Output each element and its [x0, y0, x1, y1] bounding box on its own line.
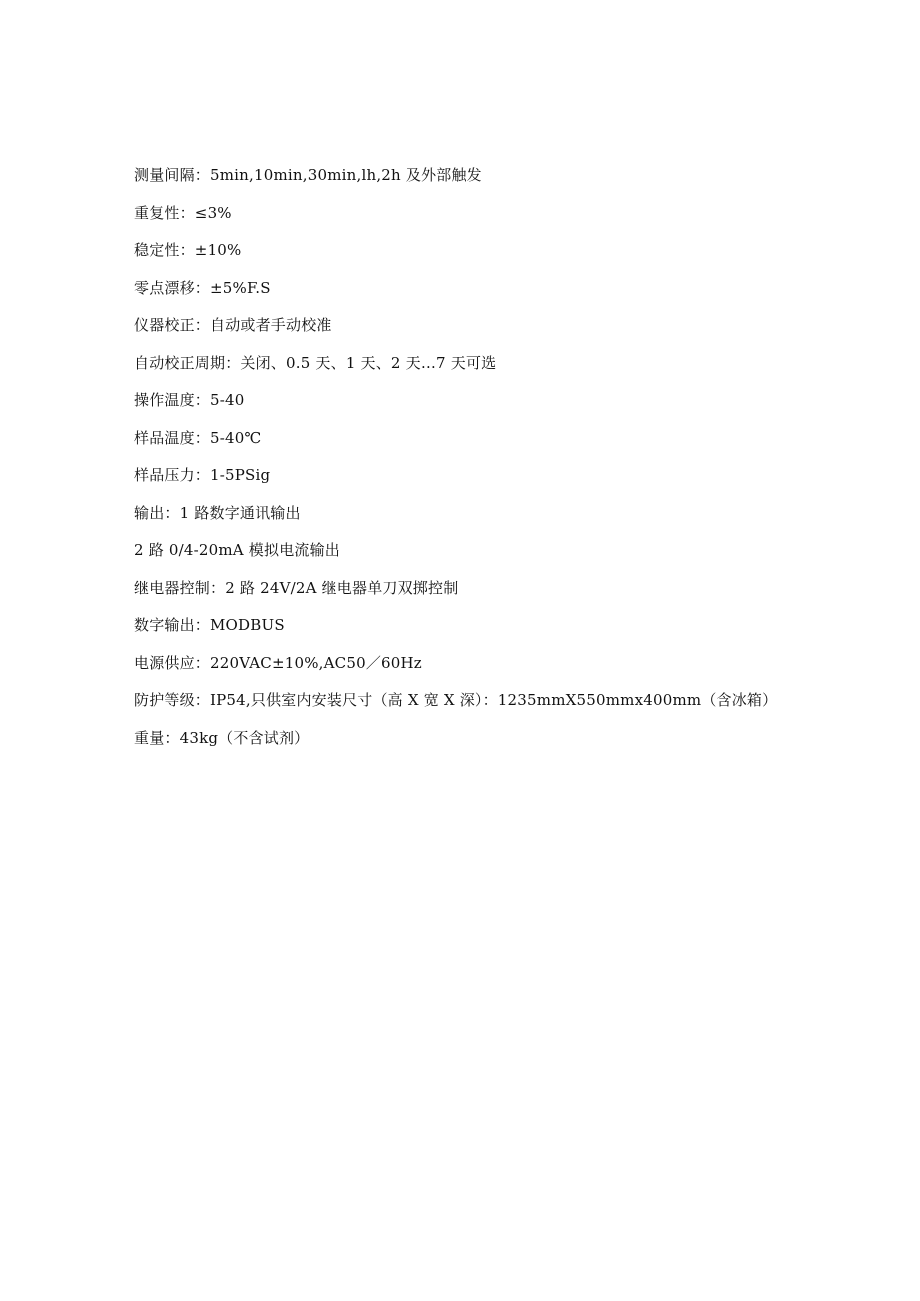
spec-relay-control: 继电器控制：2 路 24V/2A 继电器单刀双掷控制	[134, 578, 459, 597]
spec-operating-temperature: 操作温度：5-40	[134, 391, 245, 409]
spec-stability: 稳定性：±10%	[134, 241, 242, 259]
spec-repeatability: 重复性：≤3%	[134, 203, 232, 222]
spec-output-analog: 2 路 0/4-20mA 模拟电流输出	[134, 541, 341, 559]
spec-protection-and-dimensions: 防护等级：IP54,只供室内安装尺寸（高 X 宽 X 深）：1235mmX550mmx400mm（含冰箱）	[134, 691, 778, 709]
spec-weight: 重量：43kg（不含试剂）	[134, 728, 310, 747]
spec-calibration: 仪器校正：自动或者手动校准	[134, 316, 332, 334]
spec-sample-pressure: 样品压力：1-5PSig	[134, 466, 271, 484]
spec-list	[134, 162, 874, 762]
spec-zero-drift: 零点漂移：±5%F.S	[134, 278, 271, 297]
spec-measurement-interval: 测量间隔：5min,10min,30min,lh,2h 及外部触发	[134, 166, 482, 184]
spec-output-digital: 输出：1 路数字通讯输出	[134, 503, 301, 522]
spec-digital-output: 数字输出：MODBUS	[134, 616, 285, 634]
spec-calibration-cycle: 自动校正周期：关闭、0.5 天、1 天、2 天…7 天可选	[134, 353, 497, 372]
spec-power-supply: 电源供应：220VAC±10%,AC50／60Hz	[134, 653, 422, 672]
spec-sample-temperature: 样品温度：5-40℃	[134, 428, 262, 447]
